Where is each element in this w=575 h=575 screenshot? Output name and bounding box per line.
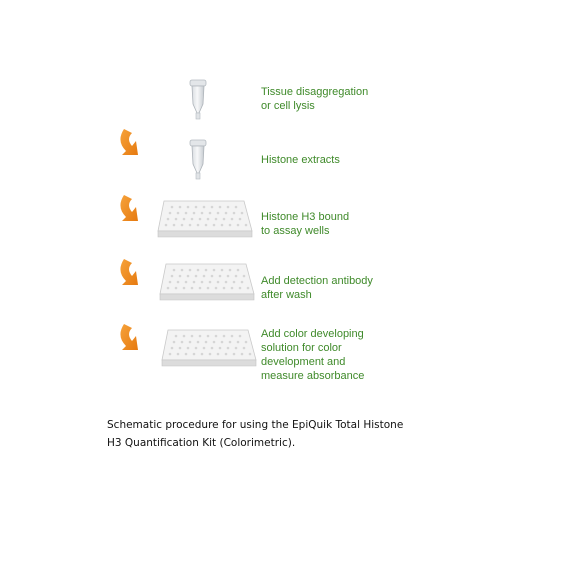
caption-line: Schematic procedure for using the EpiQuik Total Histone <box>107 419 404 431</box>
step-label-line: Tissue disaggregation <box>261 86 369 98</box>
caption-line: H3 Quantification Kit (Colorimetric). <box>107 437 296 449</box>
step-label-line: measure absorbance <box>261 370 365 382</box>
step-label-line: Add color developing <box>261 328 364 340</box>
step-label-lysis <box>261 85 368 113</box>
step-label-line: development and <box>261 356 346 368</box>
step-label-develop <box>261 327 364 383</box>
step-label-line: or cell lysis <box>261 100 315 112</box>
step-label-line: after wash <box>261 289 312 301</box>
step-label-line: Add detection antibody <box>261 275 373 287</box>
step-label-bound <box>261 210 349 238</box>
step-label-extracts <box>261 153 340 167</box>
step-label-line: to assay wells <box>261 225 330 237</box>
well-plate-icon <box>162 330 256 366</box>
curved-arrow-icon <box>120 259 138 285</box>
curved-arrow-icon <box>120 195 138 221</box>
step-label-line: Histone extracts <box>261 154 340 166</box>
step-label-line: Histone H3 bound <box>261 211 350 223</box>
curved-arrow-icon <box>120 324 138 350</box>
figure-caption <box>107 416 447 452</box>
step-label-line: solution for color <box>261 342 342 354</box>
tube-icon <box>190 80 206 119</box>
step-label-antibody <box>261 274 373 302</box>
curved-arrow-icon <box>120 129 138 155</box>
tube-icon <box>190 140 206 179</box>
well-plate-icon <box>158 201 252 237</box>
well-plate-icon <box>160 264 254 300</box>
